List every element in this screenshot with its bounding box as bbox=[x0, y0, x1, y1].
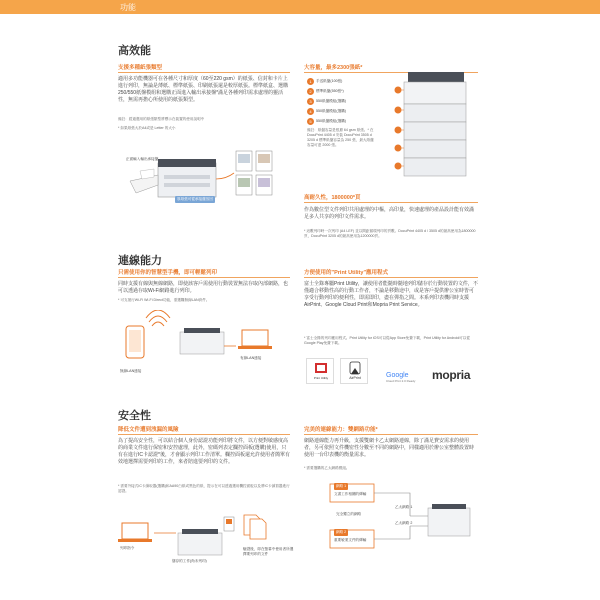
thick-paper-label: 厚紙張可從承接盤放回 bbox=[177, 197, 213, 201]
send-job-label: 列印指令 bbox=[120, 546, 135, 550]
duty-title: 高耐久性，1800000*頁 bbox=[304, 195, 361, 201]
divider bbox=[118, 277, 290, 278]
tray-marker-3: 3 bbox=[307, 98, 314, 105]
header-label: 功能 bbox=[120, 3, 136, 12]
logo-google-cloud-print bbox=[386, 372, 430, 392]
logo-mopria-text: mopria bbox=[432, 368, 471, 382]
logo-google-text: Google bbox=[386, 372, 409, 379]
logo-airprint bbox=[340, 358, 368, 384]
complete-separation-label: 完全獨立的網路 bbox=[336, 512, 362, 516]
logo-mopria bbox=[432, 368, 480, 388]
paper-types-note-2: * 如果紙張大於A4或是 Letter 的大小 bbox=[118, 126, 176, 130]
tray-marker-5: 5 bbox=[307, 118, 314, 125]
divider bbox=[118, 434, 290, 435]
dual-network-text: 網路連線能力再升級，支援雙網卡乙太網路連線，除了滿足費安需求的使用者，另可依照文件機密性分數至不同的網路中，同樣適用於辦公室整體設置時使用一台印表機的衡量需求。 bbox=[304, 438, 475, 458]
capacity-title: 大容量，最多2300張紙* bbox=[304, 65, 363, 71]
section-title-security: 安全性 bbox=[118, 410, 151, 422]
secure-print-text: 為了提高安全性，可以結合個人身份認證功能列印將文件，以方便對敏感度高的商業文件進行保密和安控處理，此外，密碼列表定攔控面板(選購)使用，只有在進行IC卡認證*後，才會顯示列印工作清單。欄控面板還允許使用者簡單有效地選擇需要列印的工作，來者陪進要列印的文件。 bbox=[118, 438, 290, 465]
mobile-print-title: 只需使用你的智慧型手機，即可輕鬆列印 bbox=[118, 270, 218, 276]
logo-google-sub: Cloud Print 2.0 Ready bbox=[386, 379, 416, 383]
wireless-label: 無線LAN連接 bbox=[120, 369, 142, 373]
logo-print-utility-text: Print Utility bbox=[313, 376, 329, 380]
network-2-tag: 網路 2 bbox=[336, 530, 347, 534]
ethernet-2-label: 乙太網路 2 bbox=[395, 521, 413, 525]
divider bbox=[304, 277, 478, 278]
network-1-tag: 網路 1 bbox=[336, 484, 347, 488]
tray-label-3: 550紙盤模組(選購) bbox=[316, 99, 346, 103]
paper-types-text: 適用多功能機器可在各種尺寸和厚度（60至220 gsm）的紙張、信封和卡片上進行列印，無論是薄紙、標準紙張、印刷紙張還是較厚紙張。標準紙盒、選購250/550紙盤模組和選購正面進入輸出承接盤*滿足各種列印需求處理的靈活性，無需再擔心所使用的紙張類型。 bbox=[118, 76, 289, 103]
printer-with-trays-illustration bbox=[388, 70, 478, 180]
mobile-print-text: 同時支援有線與無線網路，即使該客戶需使用行動裝置無法存取內部網路，也可以透過存取Wi-Fi網路進行列印。 bbox=[118, 281, 289, 294]
mobile-print-note: * 可支援行Wi-Fi Wi-Fi Direct功能，需選購無線LAN套件。 bbox=[118, 298, 210, 302]
tray-label-5: 550紙盤模組(選購) bbox=[316, 119, 346, 123]
duty-text: 作為數位型文件列印共用處理的中樞，高印量，快速處理的產品設計能有效滿足多人共享的列印文件需求。 bbox=[304, 207, 475, 220]
tray-marker-2: 2 bbox=[307, 88, 314, 95]
network-2-text: 重要敏業文件的傳輸 bbox=[334, 538, 367, 542]
paper-types-note: 備註：經過選用的紙張類型將標示在裝置的使用說明中 bbox=[118, 117, 205, 121]
capacity-note: 備註：紙盤容量是根據 64 gsm 紙張。* 在 DocuPrint 4405 d 安裝 DocuPrint 3505 d 3205 d 標準紙盤容量為 250 張，最大紙盤容量可達 2000 張。 bbox=[307, 128, 374, 147]
paper-path-illustration bbox=[118, 145, 288, 215]
divider bbox=[304, 434, 478, 435]
header-bar bbox=[0, 0, 600, 14]
divider bbox=[304, 202, 478, 203]
print-utility-text: 富士全錄專屬Print Utility，讓使用者能隨時隨地列印儲存於行動裝置的文件，不僅適合移動性高的行動工作者，不論是移動途中，或是客戶提供辦公室時皆可享受行動列印的便利性，即需即印，盡在彈指之間。本系列印表機同時支援AirPrint、Google Cloud Print和Mopria Print Service。 bbox=[304, 281, 478, 308]
auth-label: 驗證後，即在螢幕中使用者所選擇要列印的文件 bbox=[243, 547, 294, 556]
pending-job-label: 儲存的工作(尚未列印) bbox=[172, 559, 207, 563]
divider bbox=[118, 72, 290, 73]
dual-network-note: * 需要選購的乙太網路模組。 bbox=[304, 466, 350, 470]
secure-print-title: 降低文件遭到洩漏的風險 bbox=[118, 427, 179, 433]
wired-label: 有線LAN連接 bbox=[240, 356, 262, 360]
dual-network-title: 完美的連線能力：雙網路功能* bbox=[304, 427, 378, 433]
ethernet-1-label: 乙太網路 1 bbox=[395, 505, 413, 509]
tray-marker-1: 1 bbox=[307, 78, 314, 85]
secure-print-note: * 需要外接式IC卡讀取器(選購)和AA90白紙或黑色的紙，提示在可以透過選用欄控面板以及將IC卡讀寫器進行認證。 bbox=[118, 484, 290, 493]
connectivity-diagram bbox=[118, 310, 290, 378]
tray-label-2: 標準紙盤(550張*) bbox=[316, 89, 344, 93]
tray-label-1: 手送紙盤(100張) bbox=[316, 79, 343, 83]
tray-marker-4: 4 bbox=[307, 108, 314, 115]
logo-print-utility bbox=[306, 358, 334, 384]
duty-note: * 這數列印時一次列印 (A4 LEF) 並以間距循環列印的頁數。DocuPrint 4405 d / 3505 d的最高使用為1800000頁，DocuPrint 3205 d的最高使用為1200000頁。 bbox=[304, 229, 476, 238]
paper-types-title: 支援多種紙張類型 bbox=[118, 65, 163, 71]
network-1-text: 文書工作相關的傳輸 bbox=[334, 492, 367, 496]
section-title-connectivity: 連線能力 bbox=[118, 255, 162, 267]
tray-label-4: 550紙盤模組(選購) bbox=[316, 109, 346, 113]
logo-airprint-text: AirPrint bbox=[349, 376, 361, 380]
front-tray-label: 正面輸入輸出承接盤 bbox=[126, 157, 159, 161]
print-utility-note: * 富士全錄的列印應用程式。Print Utility for iOS可以從App Store免費下載，Print Utility for Android可以從Google Play免費下載。 bbox=[304, 336, 470, 345]
section-title-performance: 高效能 bbox=[118, 45, 151, 57]
print-utility-title: 方便使用的"Print Utility"應用程式 bbox=[304, 270, 389, 276]
